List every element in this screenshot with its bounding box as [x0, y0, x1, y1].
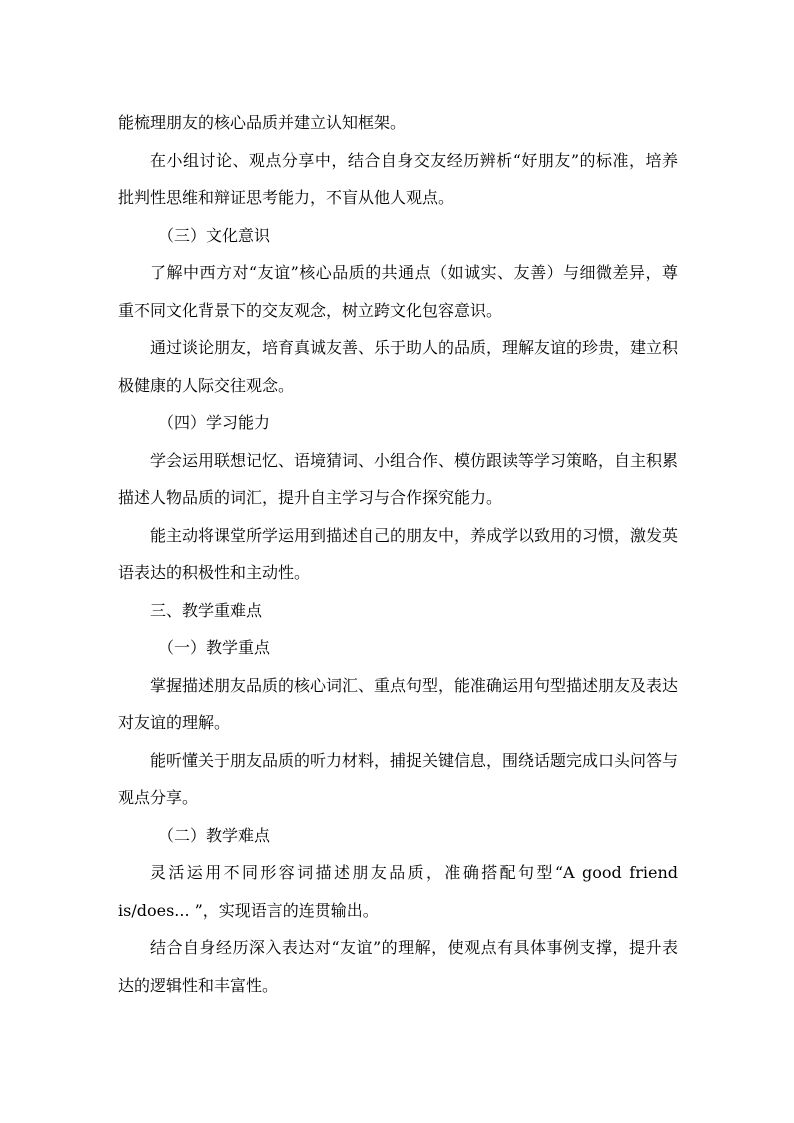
- paragraph: 了解中西方对“友谊”核心品质的共通点（如诚实、友善）与细微差异，尊重不同文化背景下的交友观念，树立跨文化包容意识。: [118, 263, 678, 320]
- paragraph: 在小组讨论、观点分享中，结合自身交友经历辨析“好朋友”的标准，培养批判性思维和辩证思考能力，不盲从他人观点。: [118, 150, 678, 207]
- document-body: [118, 104, 678, 1004]
- paragraph: 通过谈论朋友，培育真诚友善、乐于助人的品质，理解友谊的珍贵，建立积极健康的人际交往观念。: [118, 338, 679, 395]
- subsection-heading: （四）学习能力: [158, 413, 271, 432]
- paragraph: 掌握描述朋友品质的核心词汇、重点句型，能准确运用句型描述朋友及表达对友谊的理解。: [118, 675, 679, 732]
- subsection-heading: （二）教学难点: [158, 825, 271, 845]
- paragraph: 能听懂关于朋友品质的听力材料，捕捉关键信息，围绕话题完成口头问答与观点分享。: [118, 750, 679, 807]
- subsection-heading: （三）文化意识: [158, 225, 271, 245]
- paragraph: 能主动将课堂所学运用到描述自己的朋友中，养成学以致用的习惯，激发英语表达的积极性和主动性。: [118, 525, 679, 582]
- paragraph: 能梳理朋友的核心品质并建立认知框架。: [118, 113, 407, 132]
- paragraph: 灵活运用不同形容词描述朋友品质，准确搭配句型“A good friend is/does... ”，实现语言的连贯输出。: [118, 863, 678, 920]
- paragraph: 学会运用联想记忆、语境猜词、小组合作、模仿跟读等学习策略，自主积累描述人物品质的词汇，提升自主学习与合作探究能力。: [118, 450, 679, 507]
- section-heading: 三、教学重难点: [150, 600, 263, 620]
- subsection-heading: （一）教学重点: [158, 638, 271, 657]
- paragraph: 结合自身经历深入表达对“友谊”的理解，使观点有具体事例支撑，提升表达的逻辑性和丰富性。: [118, 938, 678, 995]
